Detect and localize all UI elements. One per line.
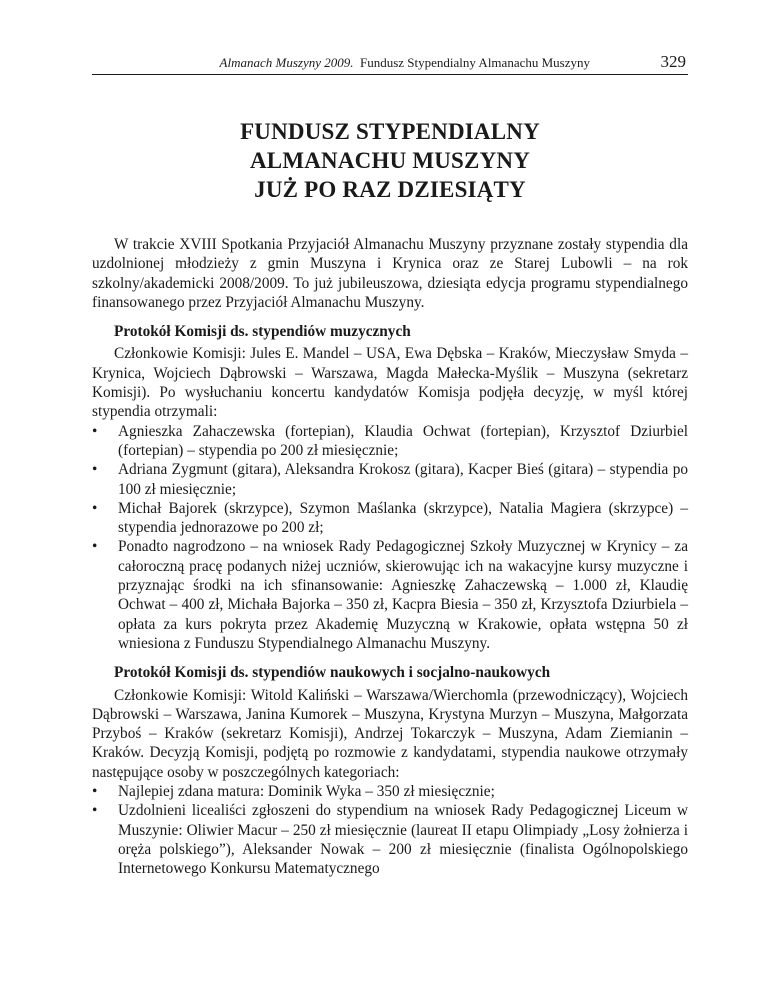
list-item-text: Agnieszka Zahaczewska (fortepian), Klaudia Ochwat (fortepian), Krzysztof Dziurbiel (fortepian) – stypendia po 200 zł miesięcznie; xyxy=(118,422,688,459)
award-list-science xyxy=(92,782,688,878)
title-line-3: JUŻ PO RAZ DZIESIĄTY xyxy=(254,177,526,202)
list-item xyxy=(92,537,688,653)
section-name: Fundusz Stypendialny Almanachu Muszyny xyxy=(359,55,590,70)
page-number: 329 xyxy=(660,52,686,71)
list-item xyxy=(92,422,688,461)
list-item-text: Adriana Zygmunt (gitara), Aleksandra Krokosz (gitara), Kacper Bieś (gitara) – stypendia po 100 zł miesięcznie; xyxy=(118,461,688,498)
section-body-science: Członkowie Komisji: Witold Kaliński – Warszawa/Wierchomla (przewodniczący), Wojciech Dąbrowski – Warszawa, Janina Kumorek – Muszyna, Krystyna Murzyn – Muszyna, Małgorzata Przyboś – Kraków (sekretarz Komisji), Andrzej Tokarczyk – Muszyna, Adam Ziemianin – Kraków. Decyzją Komisji, podjętą po rozmowie z kandydatami, stypendia naukowe otrzymały następujące osoby w poszczególnych kategoriach: xyxy=(92,686,688,781)
header-citation xyxy=(220,55,590,71)
bullet-icon: • xyxy=(92,422,98,440)
bullet-icon: • xyxy=(92,499,98,517)
award-list-music xyxy=(92,422,688,654)
section-heading-music: Protokół Komisji ds. stypendiów muzycznych xyxy=(114,323,411,341)
article-title xyxy=(92,117,688,204)
section-heading-science: Protokół Komisji ds. stypendiów naukowych i socjalno-naukowych xyxy=(114,664,551,682)
section-body-music: Członkowie Komisji: Jules E. Mandel – USA, Ewa Dębska – Kraków, Mieczysław Smyda – Krynica, Wojciech Dąbrowski – Warszawa, Magda Małecka-Myślik – Muszyna (sekretarz Komisji). Po wysłuchaniu koncertu kandydatów Komisja podjęła decyzję, w myśl której stypendia otrzymali: xyxy=(92,345,688,421)
header-divider xyxy=(92,74,688,75)
title-line-1: FUNDUSZ STYPENDIALNY xyxy=(240,119,540,144)
list-item-text: Ponadto nagrodzono – na wniosek Rady Pedagogicznej Szkoły Muzycznej w Krynicy – za całoroczną pracę podanych niżej uczniów, skierowując ich na wakacyjne kursy muzyczne i przyznając środki na ich sfinansowanie: Agnieszkę Zahaczewską – 1.000 zł, Klaudię Ochwat – 400 zł, Michała Bajorka – 350 zł, Kacpra Biesia – 350 zł, Krzysztofa Dziurbiela – opłata za kurs pokryta przez Akademię Muzyczną w Krakowie, opłata wstępna 50 zł wniesiona z Funduszu Stypendialnego Almanachu Muszyny. xyxy=(118,538,688,652)
list-item xyxy=(92,801,688,878)
list-item-text: Najlepiej zdana matura: Dominik Wyka – 350 zł miesięcznie; xyxy=(118,783,495,801)
running-header xyxy=(92,52,688,76)
intro-paragraph: W trakcie XVIII Spotkania Przyjaciół Almanachu Muszyny przyznane zostały stypendia dla uzdolnionej młodzieży z gmin Muszyna i Krynica oraz ze Starej Lubowli – na rok szkolny/akademicki 2008/2009. To już jubileuszowa, dziesiąta edycja programu stypendialnego finansowanego przez Przyjaciół Almanachu Muszyny. xyxy=(92,236,688,311)
list-item xyxy=(92,782,688,801)
list-item-text: Uzdolnieni licealiści zgłoszeni do stypendium na wniosek Rady Pedagogicznej Liceum w Muszynie: Oliwier Macur – 250 zł miesięcznie (laureat II etapu Olimpiady „Losy żołnierza i oręża polskiego”), Aleksander Nowak – 200 zł miesięcznie (finalista Ogólnopolskiego Internetowego Konkursu Matematycznego xyxy=(118,802,688,878)
bullet-icon: • xyxy=(92,461,98,479)
list-item xyxy=(92,499,688,538)
bullet-icon: • xyxy=(92,802,98,820)
bullet-icon: • xyxy=(92,783,98,801)
list-item-text: Michał Bajorek (skrzypce), Szymon Maślanka (skrzypce), Natalia Magiera (skrzypce) – stypendia jednorazowe po 200 zł; xyxy=(118,499,688,537)
list-item xyxy=(92,460,688,499)
bullet-icon: • xyxy=(92,538,98,556)
article-body xyxy=(92,235,688,879)
title-line-2: ALMANACHU MUSZYNY xyxy=(249,148,531,173)
journal-name: Almanach Muszyny 2009. xyxy=(219,55,354,70)
